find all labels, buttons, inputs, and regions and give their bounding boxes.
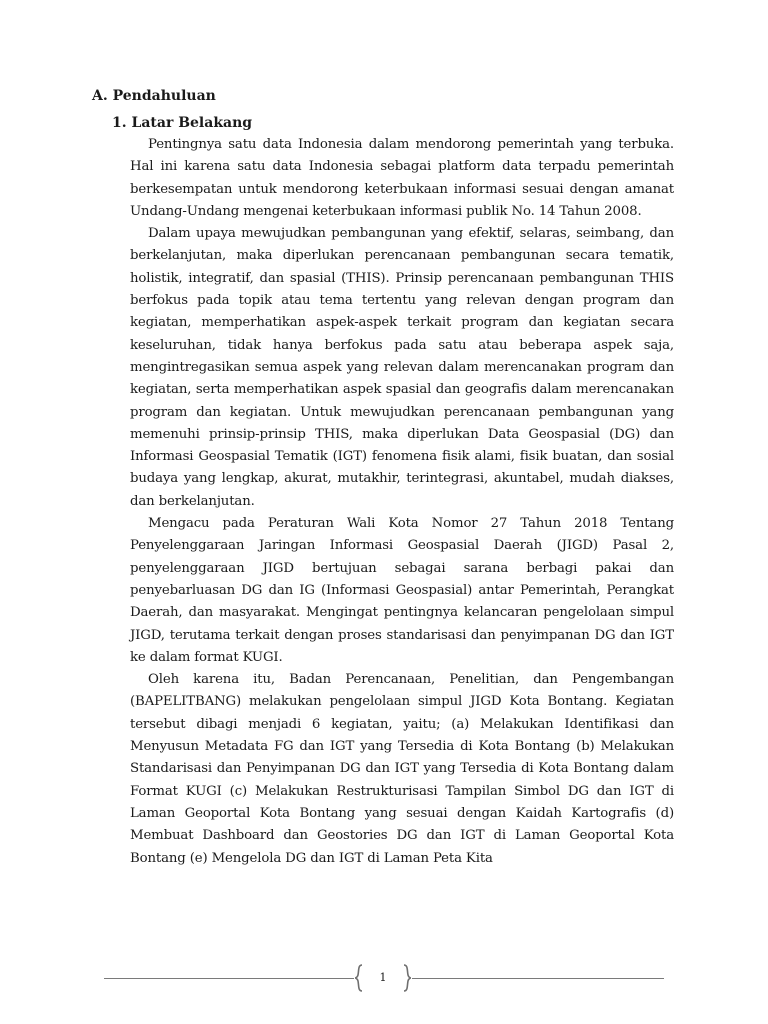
paragraph-4: Oleh karena itu, Badan Perencanaan, Penelitian, dan Pengembangan (BAPELITBANG) melakukan pengelolaan simpul JIGD Kota Bontang. Kegiatan tersebut dibagi menjadi 6 kegiatan, yaitu; (a) Melakukan Identifikasi dan Menyusun Metadata FG dan IGT yang Tersedia di Kota Bontang (b) Melakukan Standarisasi dan Penyimpanan DG dan IGT yang Tersedia di Kota Bontang dalam Format KUGI (c) Melakukan Restrukturisasi Tampilan Simbol DG dan IGT di Laman Geoportal Kota Bontang yang sesuai dengan Kaidah Kartografis (d) Membuat Dashboard dan Geostories DG dan IGT di Laman Geoportal Kota Bontang (e) Mengelola DG dan IGT di Laman Peta Kita	[130, 672, 674, 866]
section-heading: A. Pendahuluan	[92, 88, 216, 104]
paragraph-1: Pentingnya satu data Indonesia dalam mendorong pemerintah yang terbuka. Hal ini karena satu data Indonesia sebagai platform data terpadu pemerintah berkesempatan untuk mendorong keterbukaan informasi sesuai dengan amanat Undang-Undang mengenai keterbukaan informasi publik No. 14 Tahun 2008.	[130, 137, 674, 219]
paragraph-3: Mengacu pada Peraturan Wali Kota Nomor 27 Tahun 2018 Tentang Penyelenggaraan Jaringan Informasi Geospasial Daerah (JIGD) Pasal 2, penyelenggaraan JIGD bertujuan sebagai sarana berbagi pakai dan penyebarluasan DG dan IG (Informasi Geospasial) antar Pemerintah, Perangkat Daerah, dan masyarakat. Mengingat pentingnya kelancaran pengelolaan simpul JIGD, terutama terkait dengan proses standarisasi dan penyimpanan DG dan IGT ke dalam format KUGI.	[130, 516, 674, 665]
footer-rule-right	[412, 978, 664, 979]
footer-rule-left	[104, 978, 354, 979]
page-footer	[104, 964, 664, 994]
left-brace-icon	[354, 964, 364, 992]
paragraph-2: Dalam upaya mewujudkan pembangunan yang efektif, selaras, seimbang, dan berkelanjutan, maka diperlukan perencanaan pembangunan secara tematik, holistik, integratif, dan spasial (THIS). Prinsip perencanaan pembangunan THIS berfokus pada topik atau tema tertentu yang relevan dengan program dan kegiatan, memperhatikan aspek-aspek terkait program dan kegiatan secara keseluruhan, tidak hanya berfokus pada satu atau beberapa aspek saja, mengintregasikan semua aspek yang relevan dalam merencanakan program dan kegiatan, serta memperhatikan aspek spasial dan geografis dalam merencanakan program dan kegiatan. Untuk mewujudkan perencanaan pembangunan yang memenuhi prinsip-prinsip THIS, maka diperlukan Data Geospasial (DG) dan Informasi Geospasial Tematik (IGT) fenomena fisik alami, fisik buatan, dan sosial budaya yang lengkap, akurat, mutakhir, terintegrasi, akuntabel, mudah diakses, dan berkelanjutan.	[130, 226, 674, 509]
page-number: 1	[379, 971, 387, 984]
body-text	[130, 134, 674, 870]
right-brace-icon	[402, 964, 412, 992]
subsection-heading: 1. Latar Belakang	[112, 115, 253, 131]
